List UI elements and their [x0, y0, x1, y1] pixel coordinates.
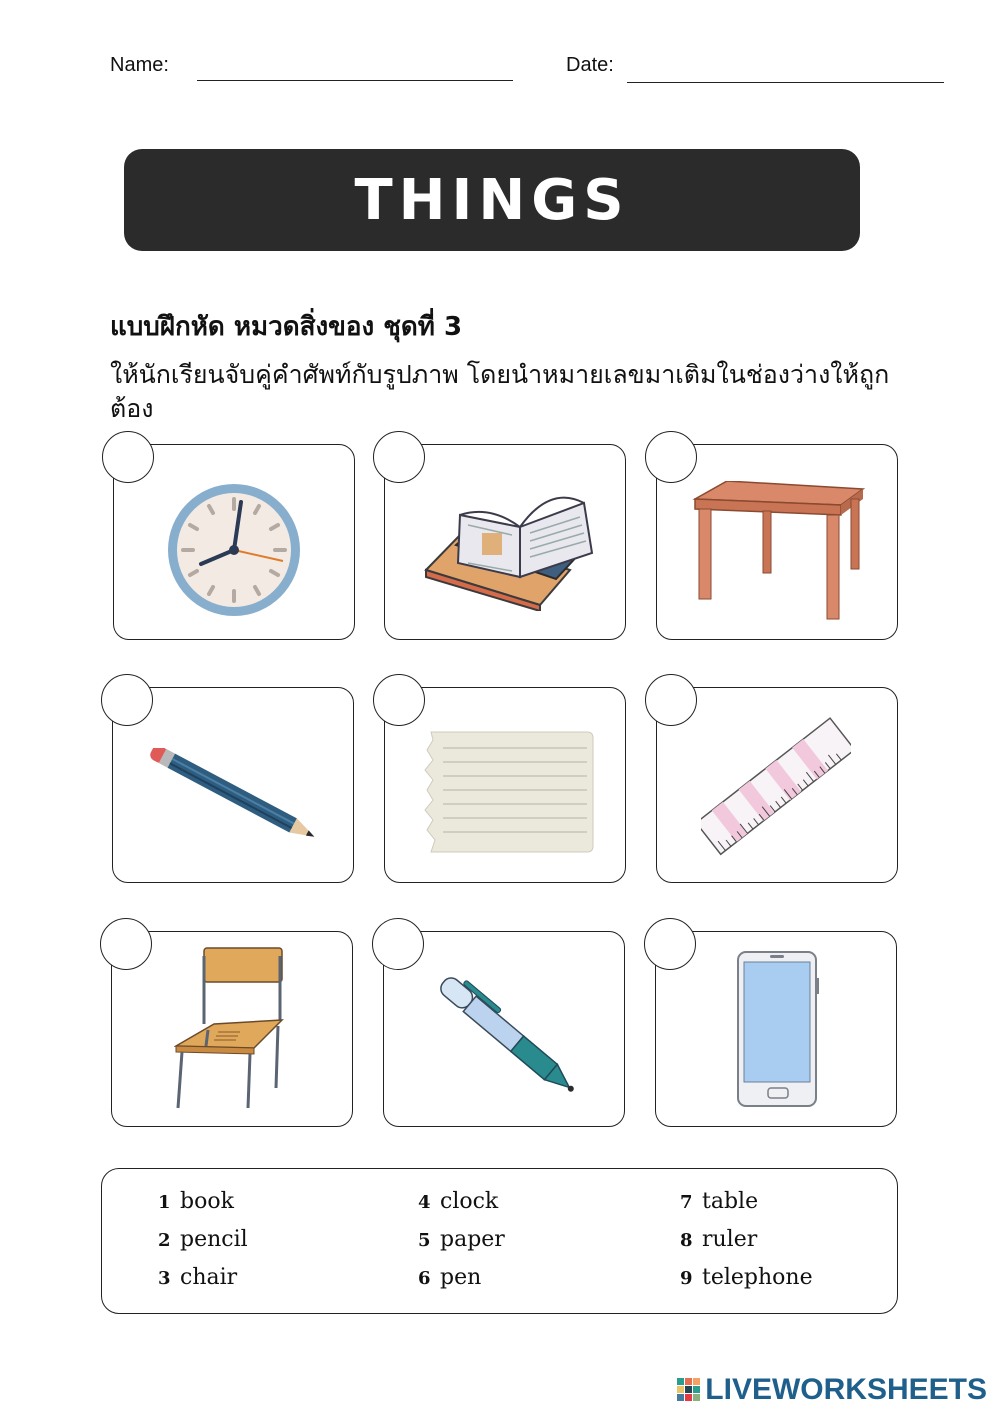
- ruler-icon: [701, 714, 851, 860]
- exercise-heading: แบบฝึกหัด หมวดสิ่งของ ชุดที่ 3: [110, 312, 463, 342]
- word-item: [680, 1265, 813, 1290]
- word-number: 3: [158, 1268, 171, 1289]
- name-line[interactable]: [197, 80, 513, 81]
- word-item: [680, 1189, 758, 1214]
- telephone-icon: [734, 948, 822, 1110]
- answer-circle[interactable]: [373, 674, 425, 726]
- book-icon: [420, 475, 595, 611]
- word-number: 2: [158, 1230, 171, 1251]
- picture-card: [656, 687, 898, 883]
- page-title: THINGS: [354, 167, 630, 233]
- picture-card: [111, 931, 353, 1127]
- word-item: [158, 1265, 237, 1290]
- pencil-icon: [139, 748, 329, 840]
- pen-icon: [428, 966, 588, 1106]
- exercise-instruction: ให้นักเรียนจับคู่คำศัพท์กับรูปภาพ โดยนำหมายเลขมาเติมในช่องว่างให้ถูกต้อง: [110, 360, 890, 423]
- answer-circle[interactable]: [644, 918, 696, 970]
- answer-circle[interactable]: [102, 431, 154, 483]
- word-item: [680, 1227, 757, 1252]
- answer-circle[interactable]: [101, 674, 153, 726]
- name-label: Name:: [110, 54, 169, 76]
- word-label: pen: [440, 1265, 482, 1290]
- word-label: chair: [180, 1265, 238, 1290]
- word-number: 9: [680, 1268, 693, 1289]
- answer-circle[interactable]: [372, 918, 424, 970]
- picture-card: [112, 687, 354, 883]
- word-label: book: [180, 1189, 234, 1214]
- date-label: Date:: [566, 54, 614, 76]
- picture-card: [384, 444, 626, 640]
- word-label: telephone: [702, 1265, 813, 1290]
- word-item: [418, 1265, 481, 1290]
- word-item: [158, 1189, 234, 1214]
- word-item: [158, 1227, 248, 1252]
- logo-text: LIVEWORKSHEETS: [705, 1373, 987, 1406]
- chair-icon: [174, 946, 286, 1112]
- word-label: clock: [440, 1189, 499, 1214]
- word-label: table: [702, 1189, 759, 1214]
- answer-circle[interactable]: [100, 918, 152, 970]
- liveworksheets-logo: [677, 1373, 987, 1407]
- date-line[interactable]: [627, 82, 944, 83]
- word-item: [418, 1227, 505, 1252]
- picture-card: [655, 931, 897, 1127]
- picture-card: [113, 444, 355, 640]
- word-bank: [101, 1168, 898, 1314]
- paper-icon: [423, 730, 595, 856]
- logo-grid-icon: [677, 1378, 701, 1402]
- word-number: 1: [158, 1192, 171, 1213]
- word-label: pencil: [180, 1227, 248, 1252]
- word-item: [418, 1189, 498, 1214]
- word-number: 5: [418, 1230, 431, 1251]
- answer-circle[interactable]: [373, 431, 425, 483]
- picture-card: [656, 444, 898, 640]
- clock-icon: [161, 482, 307, 618]
- table-icon: [691, 481, 867, 623]
- answer-circle[interactable]: [645, 431, 697, 483]
- word-number: 4: [418, 1192, 431, 1213]
- word-number: 7: [680, 1192, 693, 1213]
- word-number: 8: [680, 1230, 693, 1251]
- title-banner: [124, 149, 860, 251]
- picture-card: [384, 687, 626, 883]
- word-number: 6: [418, 1268, 431, 1289]
- word-label: ruler: [702, 1227, 758, 1252]
- picture-card: [383, 931, 625, 1127]
- word-label: paper: [440, 1227, 505, 1252]
- answer-circle[interactable]: [645, 674, 697, 726]
